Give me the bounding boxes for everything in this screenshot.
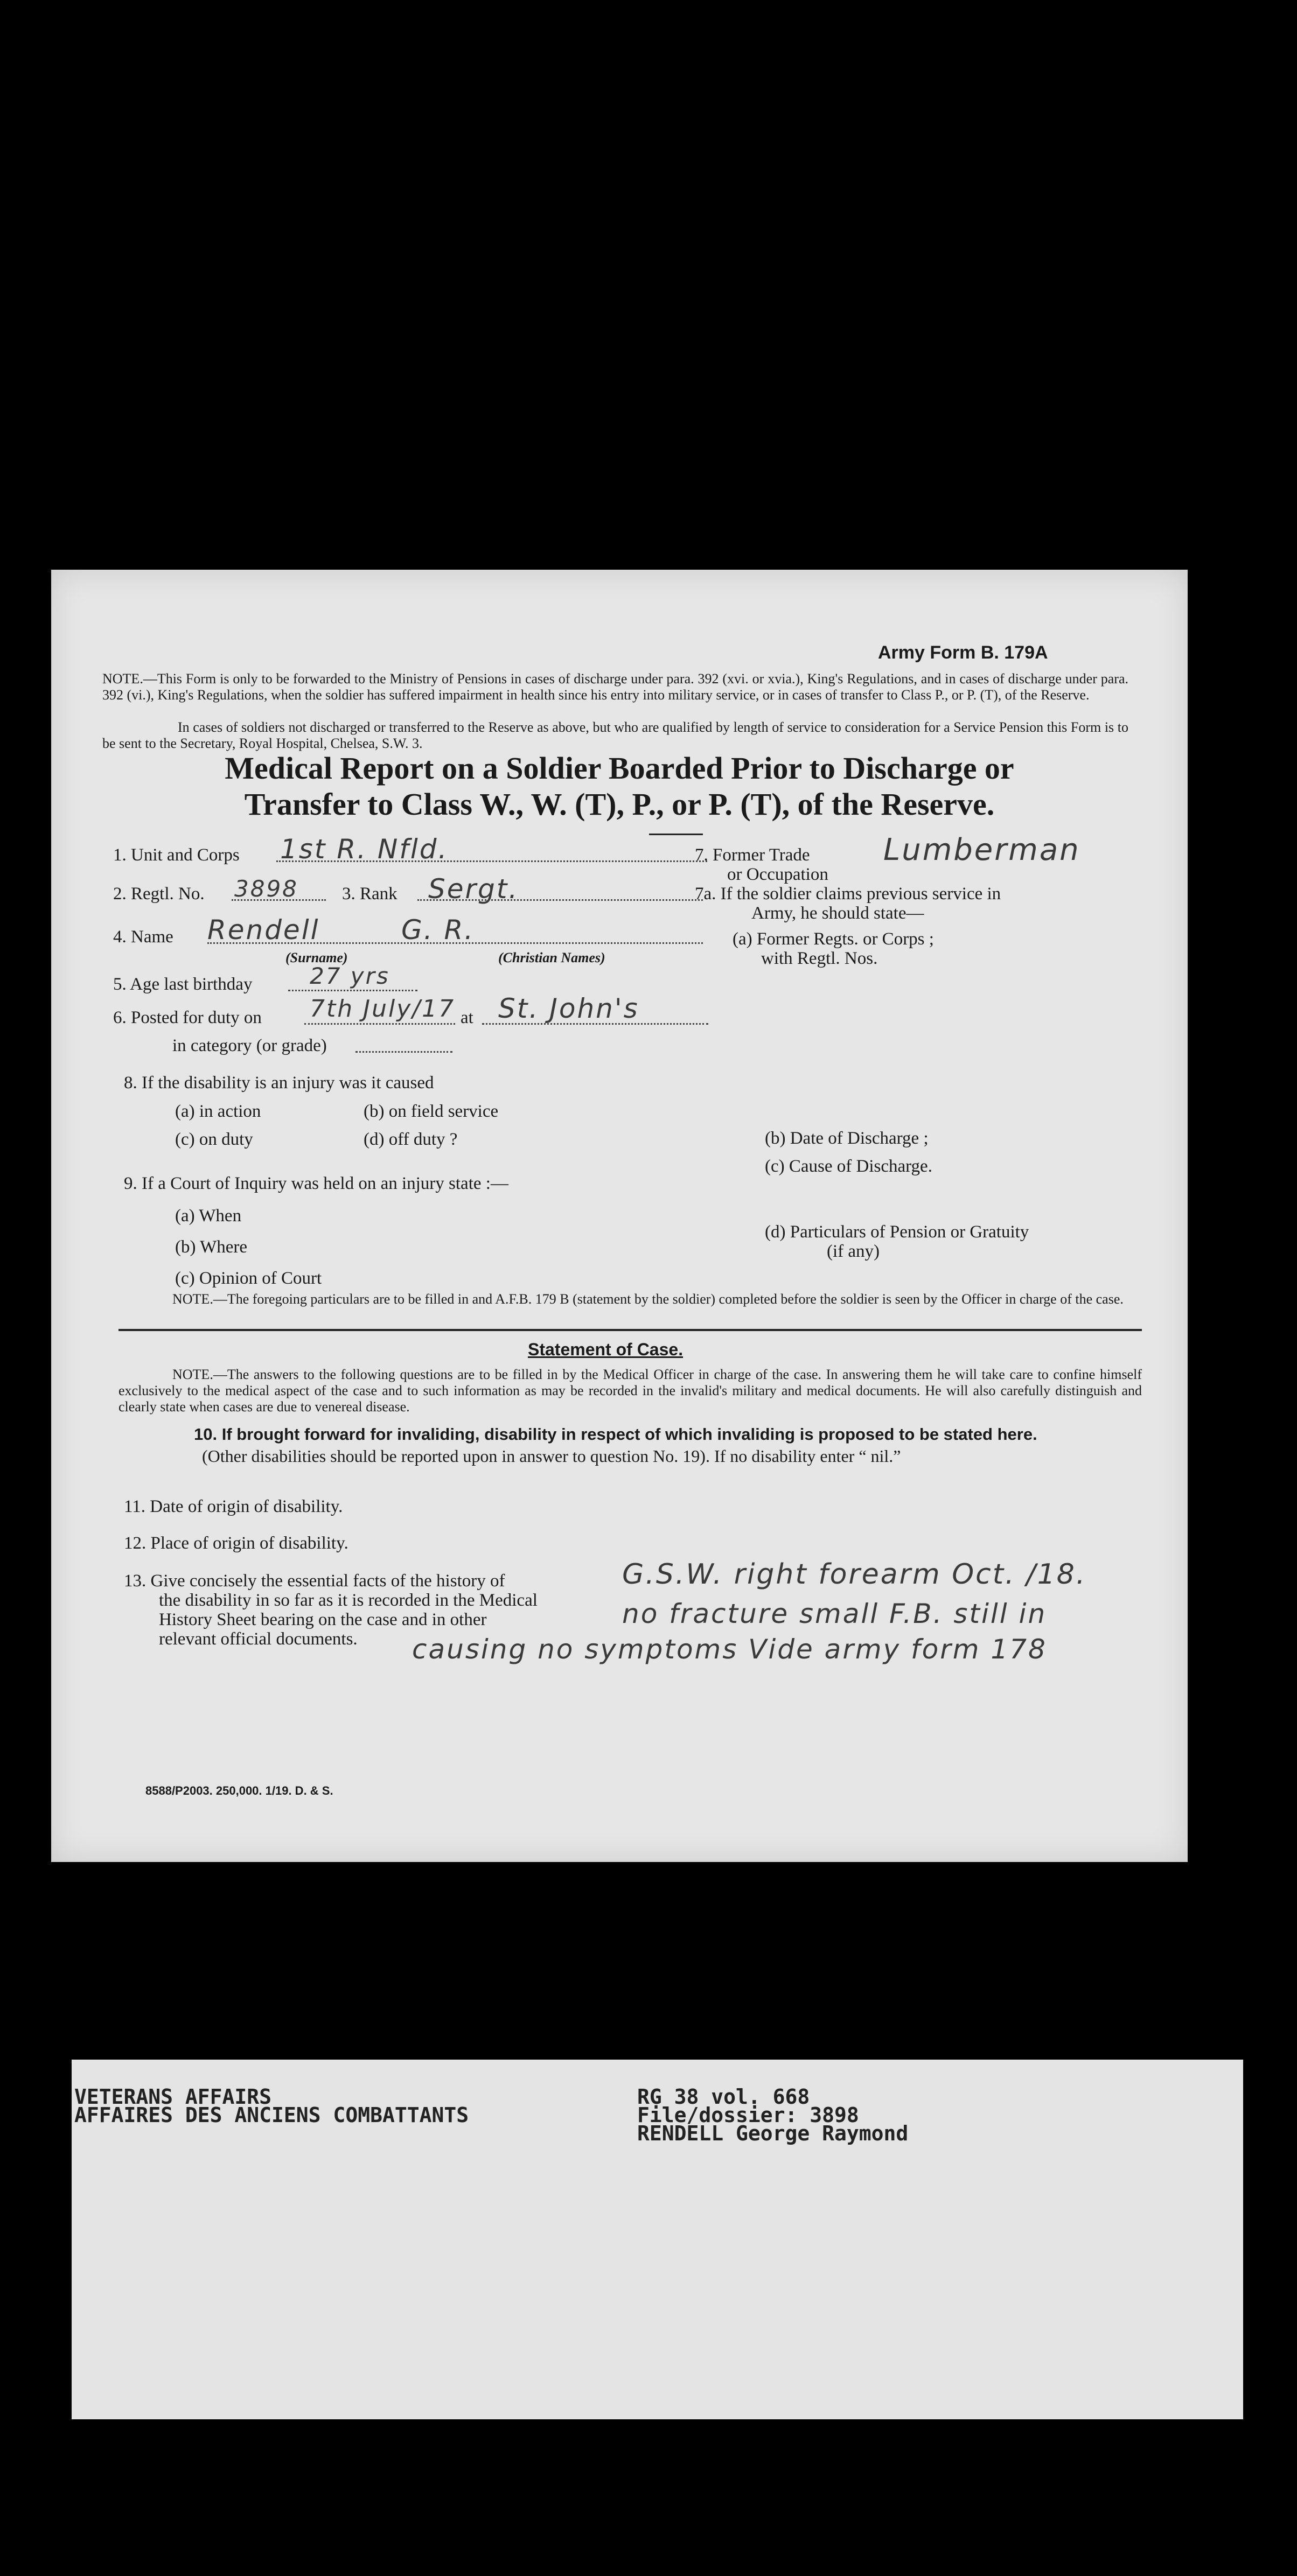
- q7-label-b: or Occupation: [727, 865, 828, 884]
- card-file-number: File/dossier: 3898: [637, 2103, 859, 2127]
- q7a-regtl-nos: with Regtl. Nos.: [761, 949, 878, 968]
- card-soldier-name: RENDELL George Raymond: [637, 2122, 909, 2145]
- q1-label: 1. Unit and Corps: [113, 845, 240, 865]
- q13-answer-line-2: no fracture small F.B. still in: [622, 1598, 1047, 1629]
- title-rule: [649, 834, 703, 835]
- q8-off-duty: (d) off duty ?: [364, 1130, 458, 1149]
- surname-caption: (Surname): [285, 950, 348, 965]
- q9-label: 9. If a Court of Inquiry was held on an injury state :—: [124, 1174, 508, 1193]
- printer-line: 8588/P2003. 250,000. 1/19. D. & S.: [145, 1784, 333, 1797]
- form-number: Army Form B. 179A: [878, 642, 1048, 663]
- q7-label: 7. Former Trade: [695, 845, 810, 865]
- q5-value: 27 yrs: [310, 963, 390, 989]
- q6-label: 6. Posted for duty on: [113, 1008, 262, 1027]
- statement-note: NOTE.—The answers to the following questions are to be filled in by the Medical Officer in charge of the case. In answering them he will take care to confine himself exclusively to the medical aspect of the case and to such information as may be recorded in the invalid's military and medical documents. He will also carefully distinguish and clearly state when cases are due to venereal disease.: [118, 1367, 1142, 1415]
- q13-answer-line-1: G.S.W. right forearm Oct. /18.: [622, 1558, 1087, 1591]
- statement-of-case-heading: Statement of Case.: [528, 1340, 684, 1359]
- foregoing-note: NOTE.—The foregoing particulars are to be filled in and A.F.B. 179 B (statement by the soldier) completed before the soldier is seen by the Officer in charge of the case.: [172, 1291, 1124, 1307]
- q5-dotted-line: [288, 990, 417, 991]
- q2-label: 2. Regtl. No.: [113, 884, 205, 904]
- q8-on-field-service: (b) on field service: [364, 1102, 499, 1121]
- q13-line-2: the disability in so far as it is recorded in the Medical: [159, 1591, 538, 1610]
- q7-particulars-of-pension: (d) Particulars of Pension or Gratuity: [765, 1222, 1029, 1242]
- q8-on-duty: (c) on duty: [175, 1130, 253, 1149]
- medical-report-form: [51, 570, 1188, 1862]
- q6-at-label: at: [461, 1008, 473, 1027]
- q4-surname: Rendell: [207, 914, 320, 946]
- q5-label: 5. Age last birthday: [113, 975, 253, 994]
- q9-where: (b) Where: [175, 1237, 248, 1257]
- q10-line-1: 10. If brought forward for invaliding, disability in respect of which invaliding is proposed to be stated here.: [194, 1425, 1037, 1444]
- q2-value: 3898: [234, 876, 298, 902]
- q13-line-4: relevant official documents.: [159, 1629, 358, 1649]
- q13-line-1: 13. Give concisely the essential facts of the history of: [124, 1571, 505, 1591]
- q11-label: 11. Date of origin of disability.: [124, 1497, 343, 1516]
- q7a-former-regts: (a) Former Regts. or Corps ;: [733, 929, 934, 949]
- archive-index-card: [72, 2060, 1243, 2419]
- q6-date-dotted-line: [304, 1023, 455, 1025]
- q3-label: 3. Rank: [342, 884, 398, 904]
- q7a-label-b: Army, he should state—: [751, 904, 924, 923]
- q7a-label: 7a. If the soldier claims previous service in: [695, 884, 1001, 904]
- q7-if-any: (if any): [827, 1242, 880, 1261]
- q1-value: 1st R. Nfld.: [280, 834, 449, 865]
- q13-answer-line-3: causing no symptoms Vide army form 178: [412, 1634, 1047, 1665]
- q7-cause-of-discharge: (c) Cause of Discharge.: [765, 1157, 932, 1176]
- q10-line-2: (Other disabilities should be reported upon in answer to question No. 19). If no disability enter “ nil.”: [202, 1446, 901, 1466]
- q9-opinion-of-court: (c) Opinion of Court: [175, 1269, 322, 1288]
- top-note-2: In cases of soldiers not discharged or transferred to the Reserve as above, but who are qualified by length of service to consideration for a Service Pension this Form is to be sent to the Secretary, Royal Hospital, Chelsea, S.W. 3.: [102, 719, 1128, 751]
- card-dept-en: VETERANS AFFAIRS: [74, 2085, 272, 2109]
- form-title-line-1: Medical Report on a Soldier Boarded Prior to Discharge or: [225, 751, 1014, 786]
- q4-christian-names: G. R.: [401, 914, 475, 946]
- top-note: NOTE.—This Form is only to be forwarded to the Ministry of Pensions in cases of discharge under para. 392 (xvi. or xvia.), King's Regulations, and in cases of discharge under para. 392 (vi.), King's Regulations, when the soldier has suffered impairment in health since his entry into military service, or in cases of transfer to Class P., or P. (T), of the Reserve.: [102, 671, 1128, 703]
- q6-category-dotted-line: [355, 1051, 452, 1053]
- q7-value: Lumberman: [883, 832, 1080, 867]
- q6-category-label: in category (or grade): [172, 1036, 327, 1055]
- card-dept-fr: AFFAIRES DES ANCIENS COMBATTANTS: [74, 2103, 469, 2127]
- q9-when: (a) When: [175, 1206, 242, 1226]
- q3-value: Sergt.: [428, 873, 519, 905]
- q4-label: 4. Name: [113, 927, 173, 947]
- q8-in-action: (a) in action: [175, 1102, 261, 1121]
- q12-label: 12. Place of origin of disability.: [124, 1534, 348, 1553]
- q6-date: 7th July/17: [310, 995, 456, 1023]
- q8-label: 8. If the disability is an injury was it caused: [124, 1073, 434, 1093]
- card-record-group: RG 38 vol. 668: [637, 2085, 810, 2109]
- section-rule: [118, 1329, 1142, 1331]
- q7-date-of-discharge: (b) Date of Discharge ;: [765, 1129, 929, 1148]
- form-title-line-2: Transfer to Class W., W. (T), P., or P. (T), of the Reserve.: [244, 787, 995, 822]
- q13-line-3: History Sheet bearing on the case and in other: [159, 1610, 487, 1629]
- q6-place: St. John's: [498, 993, 639, 1024]
- christian-names-caption: (Christian Names): [498, 950, 605, 965]
